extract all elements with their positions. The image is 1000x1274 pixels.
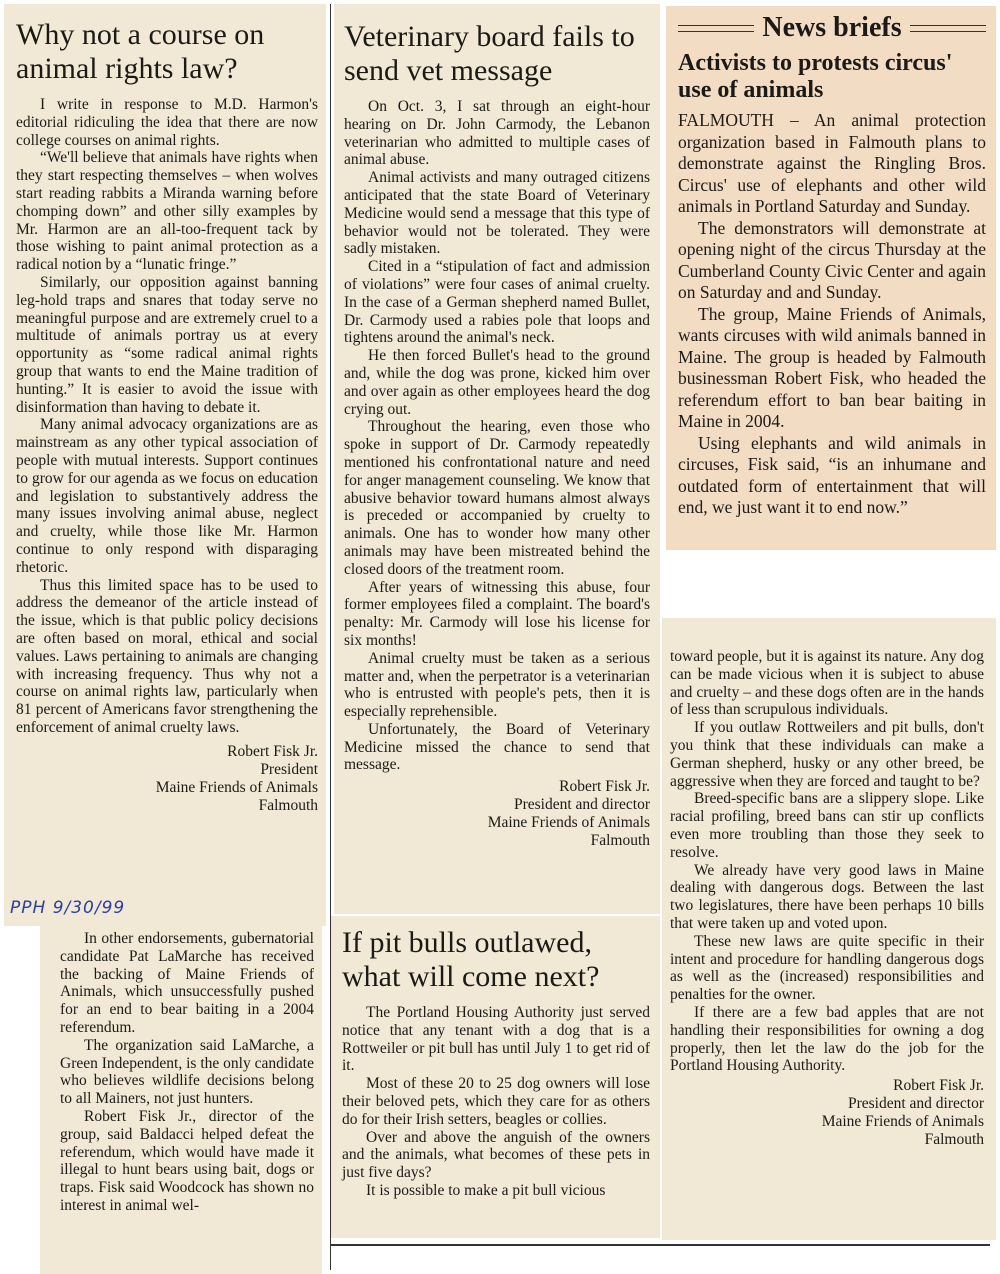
signature-title: President: [260, 760, 318, 778]
paragraph: FALMOUTH – An animal protection organization based in Falmouth plans to demonstrate against the Ringling Bros. Circus' use of elephants and other wild animals in Portland Saturday and Sunday.: [678, 110, 986, 216]
clipping-endorsements: [40, 926, 322, 1274]
paragraph: If you outlaw Rottweilers and pit bulls, don't you think that these individuals can make a German shepherd, husky or any other breed, be aggressive when they are forced and taught to be?: [670, 719, 984, 790]
paragraph: The Portland Housing Authority just served notice that any tenant with a dog that is a Rottweiler or pit bull has until July 1 to get rid of it.: [342, 1004, 650, 1075]
news-briefs-banner: [678, 12, 986, 44]
bottom-rule: [330, 1244, 990, 1246]
paragraph: Over and above the anguish of the owners and the animals, what becomes of these pets in just five days?: [342, 1128, 650, 1182]
clipping-veterinary-board: [334, 4, 660, 914]
paragraph: “We'll believe that animals have rights when they start respecting themselves – when wolves start reading rabbits a Miranda warning before chomping down” and other silly examples by Mr. Harmon are an all-too-frequent tack by those wishing to paint animal protection as a radical notion by a “lunatic fringe.”: [16, 149, 318, 274]
handwritten-date-note: PPH 9/30/99: [10, 898, 126, 918]
paragraph: Animal cruelty must be taken as a serious matter and, when the perpetrator is a veterinarian who is entrusted with people's pets, then it is especially reprehensible.: [344, 649, 650, 721]
banner-rule-right: [910, 25, 986, 32]
article-body: [342, 1004, 650, 1200]
paragraph: These new laws are quite specific in their intent and procedure for handling dangerous dogs as well as the (increased) responsibilities and penalties for the owner.: [670, 932, 984, 1004]
paragraph: I write in response to M.D. Harmon's editorial ridiculing the idea that there are now college courses on animal rights.: [16, 96, 318, 149]
paragraph: The organization said LaMarche, a Green Independent, is the only candidate who believes wildlife decisions belong to all Mainers, not just hunters.: [60, 1036, 314, 1108]
column-rule: [330, 4, 331, 1270]
signature-block: [670, 1077, 984, 1149]
signature-title: President and director: [513, 796, 650, 814]
signature-name: Robert Fisk Jr.: [893, 1077, 984, 1095]
banner-title: News briefs: [762, 12, 902, 43]
clipping-news-briefs: [666, 6, 996, 550]
paragraph: After years of witnessing this abuse, four former employees filed a complaint. The board's penalty: Mr. Carmody will lose his license for six months!: [344, 578, 650, 649]
paragraph: Throughout the hearing, even those who spoke in support of Dr. Carmody repeatedly mentioned his confrontational nature and need for anger management counseling. We know that abusive behavior toward humans almost always is preceded or accompanied by cruelty to animals. One has to wonder how many other animals may have been mistreated behind the closed doors of the treatment room.: [344, 418, 650, 578]
paragraph: toward people, but it is against its nature. Any dog can be made vicious when it is subject to abuse and cruelty – and these dogs often are in the hands of less than scrupulous individuals.: [670, 648, 984, 719]
paragraph: Unfortunately, the Board of Veterinary Medicine missed the chance to send that message.: [344, 720, 650, 774]
signature-title: President and director: [847, 1095, 984, 1113]
paragraph: Thus this limited space has to be used to address the demeanor of the article instead of the issue, which is that public policy decisions are often based on moral, ethical and social values. Laws pertaining to animals are changing with increasing frequency. Thus why not a course on animal rights law, particularly when 81 percent of Americans favor strengthening the enforcement of animal cruelty laws.: [16, 576, 318, 736]
paragraph: Using elephants and wild animals in circuses, Fisk said, “is an inhumane and outdated form of entertainment that will end, we just want it to end now.”: [678, 432, 986, 517]
signature-block: [344, 778, 650, 850]
paragraph: Many animal advocacy organizations are as mainstream as any other typical association of people with mutual interests. Support continues to grow for our agenda as we focus on education and legislation to substantively address the many issues involving animal abuse, neglect and cruelty, while those like Mr. Harmon continue to only respond with disparaging rhetoric.: [16, 416, 318, 576]
headline: Why not a course on animal rights law?: [16, 18, 265, 85]
article-body: [678, 110, 986, 519]
paragraph: The group, Maine Friends of Animals, wants circuses with wild animals banned in Maine. The group is headed by Falmouth businessman Robert Fisk, who headed the referendum effort to ban bear baiting in Maine in 2004.: [678, 303, 986, 431]
article-body: [16, 96, 318, 737]
signature-name: Robert Fisk Jr.: [559, 778, 650, 796]
paragraph: Cited in a “stipulation of fact and admission of violations” were four cases of animal cruelty. In the case of a German shepherd named Bullet, Dr. Carmody used a rabies pole that loops and tightens around the animal's neck.: [344, 258, 650, 347]
paragraph: He then forced Bullet's head to the ground and, while the dog was prone, kicked him over and over again as other employees heard the dog crying out.: [344, 347, 650, 418]
paragraph: The demonstrators will demonstrate at opening night of the circus Thursday at the Cumberland County Civic Center and again on Saturday and and Sunday.: [678, 217, 986, 302]
paragraph: In other endorsements, gubernatorial candidate Pat LaMarche has received the backing of Maine Friends of Animals, which unsuccessfully pushed for an end to bear baiting in a 2004 referendum.: [60, 930, 314, 1036]
signature-town: Falmouth: [924, 1131, 984, 1149]
paragraph: Robert Fisk Jr., director of the group, said Baldacci helped defeat the referendum, which would have made it illegal to hunt bears using bait, dogs or traps. Fisk said Woodcock has shown no interest in animal wel-: [60, 1107, 314, 1214]
headline: If pit bulls outlawed, what will come next?: [342, 926, 600, 993]
headline: Veterinary board fails to send vet message: [344, 20, 635, 87]
signature-block: [16, 743, 318, 815]
signature-name: Robert Fisk Jr.: [227, 742, 318, 760]
paragraph: Breed-specific bans are a slippery slope. Like racial profiling, breed bans can stir up conflicts even more troubling than those they seek to resolve.: [670, 790, 984, 861]
signature-org: Maine Friends of Animals: [821, 1113, 984, 1131]
paragraph: It is possible to make a pit bull vicious: [366, 1181, 606, 1199]
signature-org: Maine Friends of Animals: [487, 814, 650, 832]
paragraph: Similarly, our opposition against banning leg-hold traps and snares that today serve no meaningful purpose and are extremely cruel to a multitude of animals portray us at every opportunity as “some radical animal rights group that wants to end the Maine tradition of hunting.” It is easier to avoid the issue with disinformation than having to debate it.: [16, 273, 318, 416]
paragraph: Most of these 20 to 25 dog owners will lose their beloved pets, which they care for as others do for their Irish setters, beagles or collies.: [342, 1075, 650, 1128]
paragraph: Animal activists and many outraged citizens anticipated that the state Board of Veterinary Medicine would send a message that this type of behavior would not be tolerated. They were sadly mistaken.: [344, 169, 650, 258]
banner-rule-left: [678, 25, 754, 32]
paragraph: On Oct. 3, I sat through an eight-hour hearing on Dr. John Carmody, the Lebanon veterinarian who admitted to multiple cases of animal abuse.: [344, 98, 650, 169]
paragraph: If there are a few bad apples that are not handling their responsibilities for owning a dog properly, then let the law do the job for the Portland Housing Authority.: [670, 1003, 984, 1075]
clipping-animal-rights-law: [4, 4, 326, 926]
article-body: [670, 648, 984, 1075]
clipping-pit-bulls: [330, 916, 660, 1238]
signature-town: Falmouth: [258, 796, 318, 814]
headline: Activists to protests circus' use of animals: [678, 50, 953, 103]
signature-org: Maine Friends of Animals: [155, 778, 318, 796]
article-body: [60, 930, 314, 1215]
paragraph: We already have very good laws in Maine dealing with dangerous dogs. Between the last two legislatures, there have been perhaps 10 bills that were taken up and voted upon.: [670, 861, 984, 932]
signature-town: Falmouth: [590, 832, 650, 850]
article-body: [344, 98, 650, 774]
clipping-pit-bulls-continued: [662, 618, 996, 1240]
